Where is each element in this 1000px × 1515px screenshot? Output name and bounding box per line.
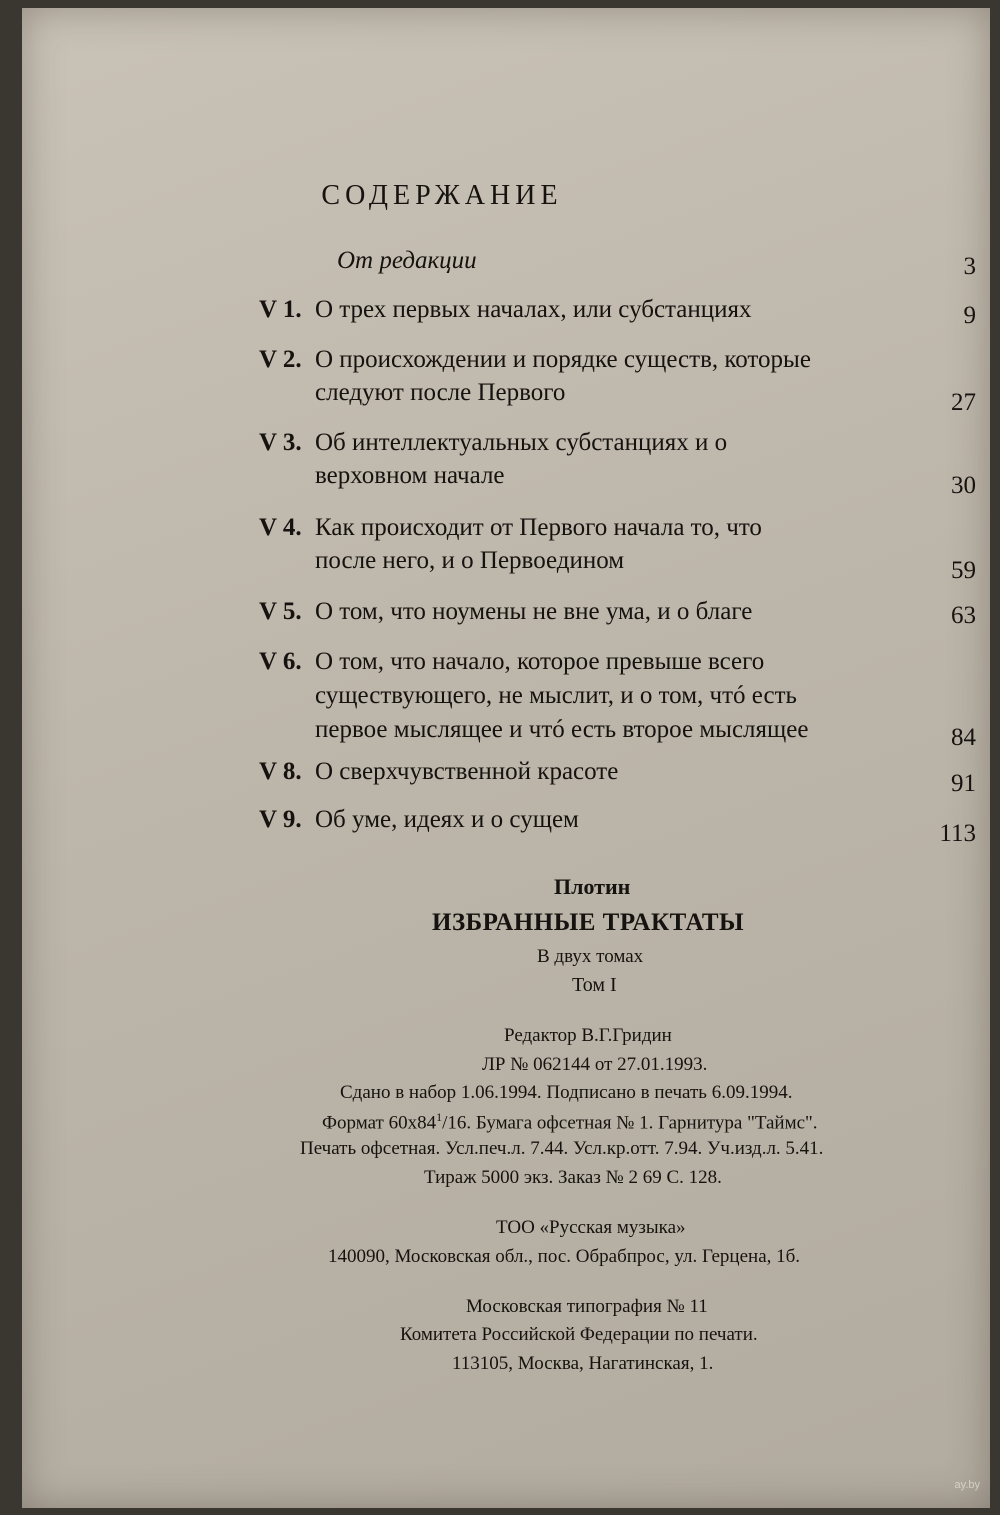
print-specs-line: Печать офсетная. Усл.печ.л. 7.44. Усл.кр.отт. 7.94. Уч.изд.л. 5.41. [300, 1138, 824, 1159]
toc-entry-text: после него, и о Первоедином [315, 547, 625, 574]
toc-page-number: 84 [951, 724, 976, 751]
toc-entry-number: V 9. [259, 806, 302, 833]
toc-entry-text: От редакции [337, 247, 477, 274]
printer-address: 113105, Москва, Нагатинская, 1. [452, 1353, 714, 1374]
toc-entry-text: О сверхчувственной красоте [315, 758, 619, 785]
volume-number: Том I [572, 974, 617, 996]
toc-entry-text: О трех первых началах, или субстанциях [315, 296, 752, 323]
editor-line: Редактор В.Г.Гридин [504, 1025, 672, 1046]
toc-entry-text: Как происходит от Первого начала то, что [315, 514, 762, 541]
publisher-address: 140090, Московская обл., пос. Обрабпрос, ул. Герцена, 1б. [328, 1246, 801, 1267]
format-line [322, 1110, 818, 1134]
watermark: ay.by [954, 1479, 980, 1491]
format-fraction-numerator: 1 [436, 1110, 443, 1124]
toc-entry-text: следуют после Первого [315, 379, 566, 406]
printer-name: Московская типография № 11 [466, 1296, 708, 1317]
toc-entry-number: V 6. [259, 648, 302, 675]
toc-entry-number: V 2. [259, 346, 302, 373]
toc-entry-number: V 5. [259, 598, 302, 625]
toc-entry-text: О происхождении и порядке существ, которые [315, 346, 811, 373]
book-page [22, 8, 990, 1508]
publisher-name: ТОО «Русская музыка» [496, 1217, 686, 1238]
toc-entry-number: V 1. [259, 296, 302, 323]
toc-entry-number: V 3. [259, 429, 302, 456]
format-rest: . Бумага офсетная № 1. Гарнитура "Таймс". [466, 1112, 818, 1134]
toc-page-number: 63 [951, 602, 976, 629]
format-fraction-denominator: /16 [442, 1112, 467, 1134]
toc-page-number: 3 [963, 253, 976, 280]
toc-page-number: 91 [951, 770, 976, 797]
toc-page-number: 27 [951, 389, 976, 416]
format-prefix: Формат 60x84 [322, 1112, 437, 1134]
toc-entry-text: О том, что начало, которое превыше всего [315, 648, 765, 675]
toc-page-number: 59 [951, 557, 976, 584]
toc-entry-text: Об уме, идеях и о сущем [315, 806, 579, 833]
book-title: ИЗБРАННЫЕ ТРАКТАТЫ [432, 909, 745, 936]
toc-page-number: 113 [939, 820, 976, 847]
toc-entry-text: существующего, не мыслит, и о том, чтó есть [315, 682, 797, 709]
toc-entry-text: Об интеллектуальных субстанциях и о [315, 429, 728, 456]
printer-committee: Комитета Российской Федерации по печати. [400, 1324, 758, 1345]
toc-page-number: 9 [963, 302, 976, 329]
contents-heading: СОДЕРЖАНИЕ [321, 180, 563, 211]
toc-entry-text: О том, что ноумены не вне ума, и о благе [315, 598, 753, 625]
volumes-note: В двух томах [537, 946, 644, 967]
toc-entry-number: V 4. [259, 514, 302, 541]
dates-line: Сдано в набор 1.06.1994. Подписано в печать 6.09.1994. [340, 1082, 793, 1103]
toc-entry-text: первое мыслящее и чтó есть второе мыслящее [315, 716, 809, 743]
toc-entry-text: верховном начале [315, 462, 505, 489]
license-line: ЛР № 062144 от 27.01.1993. [482, 1054, 708, 1075]
author-name: Плотин [554, 874, 631, 899]
toc-page-number: 30 [951, 472, 976, 499]
print-run-line: Тираж 5000 экз. Заказ № 2 69 С. 128. [424, 1167, 722, 1188]
toc-entry-number: V 8. [259, 758, 302, 785]
